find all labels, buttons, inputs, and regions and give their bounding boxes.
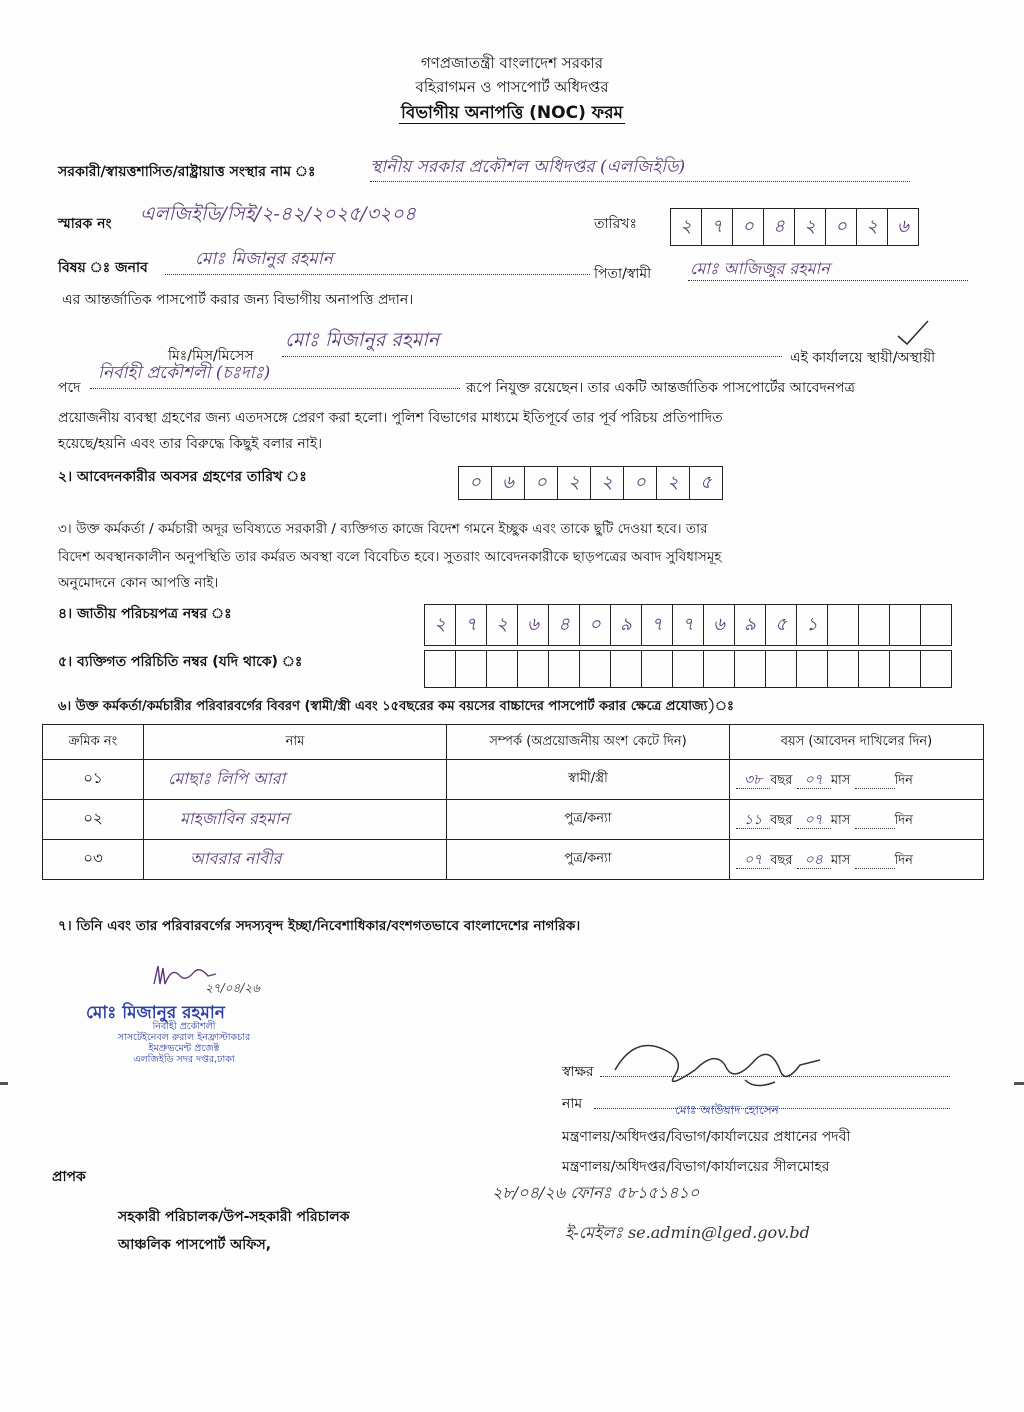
family-table [42, 724, 984, 880]
pid-digit [425, 651, 456, 687]
age-months: ০৭ [797, 812, 831, 829]
nid-digit [921, 605, 951, 645]
recipient-line1: সহকারী পরিচালক/উপ-সহকারী পরিচালক [118, 1209, 350, 1225]
month-word: মাস [830, 852, 851, 868]
applicant-seal-line5: এলজিইডি সদর দপ্তর,ঢাকা [133, 1054, 235, 1065]
pid-digit [735, 651, 766, 687]
date-digit: ০ [826, 209, 857, 245]
row-name-cell [144, 760, 447, 800]
nid-digit: ৫ [766, 605, 797, 645]
nid-digit: ২ [425, 605, 456, 645]
subject-value: মোঃ মিজানুর রহমান [195, 249, 333, 269]
pid-digit [518, 651, 549, 687]
age-days-blank [855, 773, 895, 789]
nid-digit: ৭ [456, 605, 487, 645]
authority-signature-icon [605, 1030, 835, 1100]
header-relation: সম্পর্ক (অপ্রয়োজনীয় অংশ কেটে দিন) [447, 725, 730, 760]
scan-edge-mark [0, 1082, 8, 1085]
age-days-blank [855, 813, 895, 829]
row-serial: ০৩ [43, 840, 144, 880]
recipient-line2: আঞ্চলিক পাসপোর্ট অফিস, [118, 1237, 272, 1253]
month-word: মাস [830, 772, 851, 788]
para1-line3: প্রয়োজনীয় ব্যবস্থা গ্রহণের জন্য এতদসঙ্গে প্রেরণ করা হলো। পুলিশ বিভাগের মাধ্যমে ইতিপূর্বে তার পূর্ব পরিচয় প্রতিপাদিত [58, 410, 723, 426]
retirement-digit: ০ [459, 467, 492, 499]
org-label: সরকারী/স্বায়ত্তশাসিত/রাষ্ট্রায়াত্ত সংস্থার নাম ঃ [58, 164, 316, 180]
age-days-blank [855, 853, 895, 869]
date-label: তারিখঃ [594, 216, 637, 232]
year-word: বছর [770, 812, 793, 828]
signature-label: স্বাক্ষর [562, 1064, 594, 1080]
retirement-digit: ৫ [700, 471, 712, 493]
nid-digit: ৬ [704, 605, 735, 645]
pid-digit [487, 651, 518, 687]
age-years: ০৭ [736, 852, 770, 869]
nid-digit: ৯ [611, 605, 642, 645]
applicant-seal-line4: ইমপ্রুভমেন্ট প্রজেক্ট [148, 1043, 220, 1054]
nid-boxes [424, 604, 952, 646]
header-serial: ক্রমিক নং [43, 725, 144, 760]
father-underline [688, 280, 968, 281]
citizenship-statement: ৭। তিনি এবং তার পরিবারবর্গের সদস্যবৃন্দ ইচ্ছা/নিবেশাধিকার/বংশগতভাবে বাংলাদেশের নাগরিক। [58, 918, 581, 934]
nid-digit [828, 605, 859, 645]
table-row [43, 800, 984, 840]
nid-digit: ৭ [673, 605, 704, 645]
retirement-digit: ২ [558, 467, 591, 499]
pid-digit [704, 651, 735, 687]
month-word: মাস [830, 812, 851, 828]
pid-digit [673, 651, 704, 687]
pid-digit [549, 651, 580, 687]
org-value: স্থানীয় সরকার প্রকৌশল অধিদপ্তর (এলজিইডি) [370, 157, 686, 177]
applicant-seal-name: মোঃ মিজানুর রহমান [86, 1003, 225, 1023]
pid-digit [766, 651, 797, 687]
date-digit: ২ [795, 209, 826, 245]
father-value: মোঃ আজিজুর রহমান [690, 259, 830, 278]
subject-underline [165, 274, 590, 275]
applicant-seal-designation: নির্বাহী প্রকৌশলী [152, 1021, 216, 1032]
salutation-label: মিঃ/মিস/মিসেস [168, 348, 254, 364]
year-word: বছর [770, 852, 793, 868]
row-name: মাহজাবিন রহমান [180, 809, 290, 828]
item3-line3: অনুমোদনে কোন আপত্তি নাই। [58, 575, 219, 591]
officer-name-underline [282, 356, 782, 357]
nid-digit: ০ [580, 605, 611, 645]
checkmark-icon [895, 318, 931, 346]
year-word: বছর [770, 772, 793, 788]
pid-digit [456, 651, 487, 687]
form-title-text: বিভাগীয় অনাপত্তি (NOC) ফরম [401, 103, 623, 123]
memo-label: স্মারক নং [58, 216, 112, 232]
age-months: ০৭ [797, 772, 831, 789]
post-label: পদে [58, 380, 81, 396]
pid-digit [611, 651, 642, 687]
day-word: দিন [894, 772, 913, 788]
pid-digit [921, 651, 951, 687]
father-label: পিতা/স্বামী [594, 266, 652, 282]
header-name: নাম [144, 725, 447, 760]
pid-digit [859, 651, 890, 687]
day-word: দিন [894, 852, 913, 868]
age-months: ০৪ [797, 852, 831, 869]
nid-digit: ৭ [642, 605, 673, 645]
row-name-cell [144, 800, 447, 840]
retirement-digit: ০ [624, 467, 657, 499]
retirement-digit: ২ [591, 467, 624, 499]
scan-edge-mark [1014, 1082, 1024, 1085]
office-seal-label: মন্ত্রণালয়/অধিদপ্তর/বিভাগ/কার্যালয়ের সীলমোহর [562, 1159, 830, 1175]
family-label: ৬। উক্ত কর্মকর্তা/কর্মচারীর পরিবারবর্গের বিবরণ (স্বামী/স্ত্রী এবং ১৫বছরের কম বয়সের বাচ্চাদের পাসপোর্ট করার ক্ষেত্রে প্রযোজ্য)ঃ [58, 699, 734, 714]
family-table-header [43, 725, 984, 760]
date-digit: ২ [671, 209, 702, 245]
row-relation: পুত্র/কন্যা [447, 840, 730, 880]
header-line1: গণপ্রজাতন্ত্রী বাংলাদেশ সরকার [420, 54, 604, 72]
header-age: বয়স (আবেদন দাখিলের দিন) [730, 725, 984, 760]
row-relation: স্বামী/স্ত্রী [447, 760, 730, 800]
row-serial: ০২ [43, 800, 144, 840]
row-name: মোছাঃ লিপি আরা [168, 769, 286, 788]
row-relation: পুত্র/কন্যা [447, 800, 730, 840]
date-digit: ৪ [764, 209, 795, 245]
personal-id-boxes [424, 650, 952, 688]
pid-digit [580, 651, 611, 687]
day-word: দিন [894, 812, 913, 828]
name-label: নাম [562, 1096, 583, 1112]
nid-digit: ৪ [549, 605, 580, 645]
email-note: ই-মেইলঃ se.admin@lged.gov.bd [565, 1223, 810, 1242]
retirement-date-label: ২। আবেদনকারীর অবসর গ্রহণের তারিখ ঃ [58, 469, 307, 485]
retirement-digit: ৬ [492, 467, 525, 499]
table-row [43, 760, 984, 800]
personal-id-label: ৫। ব্যক্তিগত পরিচিতি নম্বর (যদি থাকে) ঃ [58, 654, 303, 670]
item3-line1: ৩। উক্ত কর্মকর্তা / কর্মচারী অদূর ভবিষ্যতে সরকারী / ব্যক্তিগত কাজে বিদেশ গমনে ইচ্ছুক এবং তাকে ছুটি দেওয়া হবে। তার [58, 521, 708, 537]
pid-digit [797, 651, 828, 687]
pid-digit [890, 651, 921, 687]
age-years: ১১ [736, 812, 770, 829]
officer-name-value: মোঃ মিজানুর রহমান [285, 329, 440, 351]
para1-line2: রূপে নিযুক্ত রয়েছেন। তার একটি আন্তর্জাতিক পাসপোর্টের আবেদনপত্র [466, 380, 855, 396]
org-underline [370, 181, 910, 182]
subject-label: বিষয় ঃ জনাব [58, 260, 148, 276]
head-designation-label: মন্ত্রণালয়/অধিদপ্তর/বিভাগ/কার্যালয়ের প্রধানের পদবী [562, 1129, 851, 1145]
header-line2: বহিরাগমন ও পাসপোর্ট অধিদপ্তর [415, 78, 609, 96]
date-digit: ৬ [897, 215, 909, 237]
subject-tail: এর আন্তর্জাতিক পাসপোর্ট করার জন্য বিভাগীয় অনাপত্তি প্রদান। [62, 292, 414, 308]
post-underline [90, 388, 460, 389]
pid-digit [828, 651, 859, 687]
date-digit: ২ [857, 209, 888, 245]
row-name-cell [144, 840, 447, 880]
phone-note: ২৮/০৪/২৬ ফোনঃ ৫৮১৫১৪১০ [492, 1183, 700, 1202]
row-age [730, 800, 984, 840]
authority-name-stamp: মোঃ আউয়াদ হোসেন [675, 1103, 779, 1117]
post-value: নির্বাহী প্রকৌশলী (চঃদাঃ) [98, 363, 271, 383]
office-text: এই কার্যালয়ে স্থায়ী/অস্থায়ী [790, 350, 936, 366]
pid-digit [642, 651, 673, 687]
retirement-digit: ২ [657, 467, 690, 499]
form-title [0, 100, 1024, 128]
row-serial: ০১ [43, 760, 144, 800]
applicant-seal-line3: সাসটেইনেবল রুরাল ইনফ্রাস্টাকচার [117, 1032, 251, 1043]
retirement-digit: ০ [525, 467, 558, 499]
nid-label: ৪। জাতীয় পরিচয়পত্র নম্বর ঃ [58, 606, 232, 622]
recipient-label: প্রাপক [52, 1169, 86, 1185]
row-age [730, 760, 984, 800]
row-age [730, 840, 984, 880]
applicant-signature-date: ২৭/০৪/২৬ [205, 981, 260, 995]
table-row [43, 840, 984, 880]
item3-line2: বিদেশ অবস্থানকালীন অনুপস্থিতি তার কর্মরত অবস্থা বলে বিবেচিত হবে। সুতরাং আবেদনকারীকে ছাড়পত্রের অবাদ সুবিধাসমূহ [58, 549, 722, 565]
date-digit: ৭ [702, 209, 733, 245]
memo-value: এলজিইডি/সিই/২-৪২/২০২৫/৩২০৪ [140, 203, 417, 225]
date-digit: ০ [733, 209, 764, 245]
para1-line4: হয়েছে/হয়নি এবং তার বিরুদ্ধে কিছুই বলার নাই। [58, 436, 323, 452]
row-name: আবরার নাবীর [190, 849, 282, 868]
nid-digit: ১ [797, 605, 828, 645]
age-years: ৩৮ [736, 772, 770, 789]
retirement-date-boxes [458, 466, 723, 500]
nid-digit [890, 605, 921, 645]
nid-digit: ২ [487, 605, 518, 645]
date-boxes [670, 208, 919, 246]
nid-digit: ৬ [518, 605, 549, 645]
nid-digit: ৯ [735, 605, 766, 645]
nid-digit [859, 605, 890, 645]
